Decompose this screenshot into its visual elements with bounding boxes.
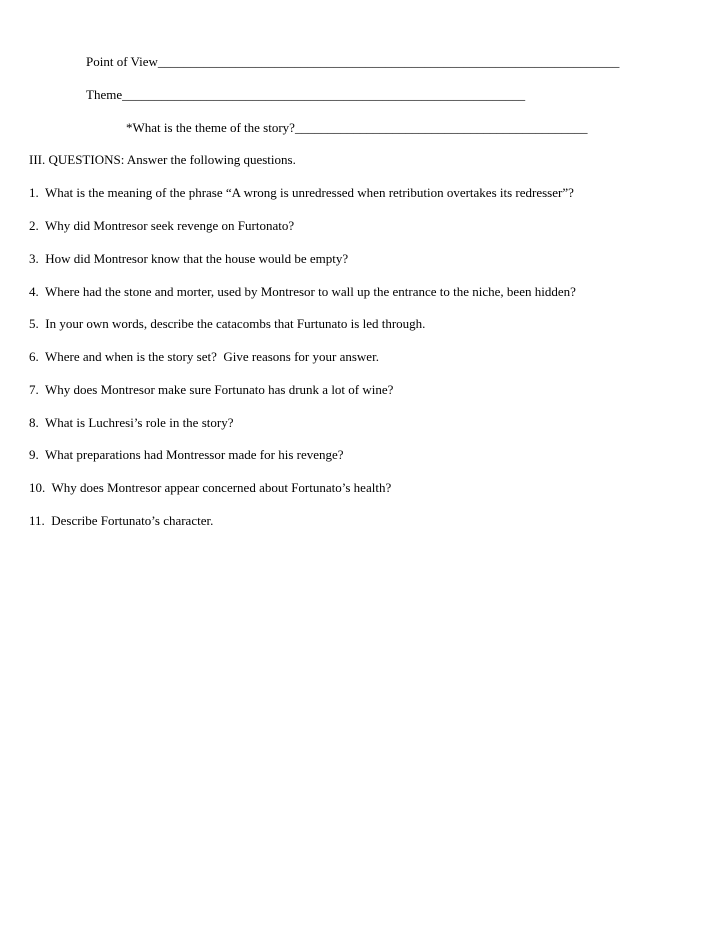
question-6: 6. Where and when is the story set? Give reasons for your answer.: [29, 349, 379, 364]
question-1: 1. What is the meaning of the phrase “A wrong is unredressed when retribution overtakes its redresser”?: [29, 185, 574, 200]
question-7: 7. Why does Montresor make sure Fortunato has drunk a lot of wine?: [29, 382, 394, 397]
question-4: 4. Where had the stone and morter, used by Montresor to wall up the entrance to the niche, been hidden?: [29, 284, 576, 299]
question-11: 11. Describe Fortunato’s character.: [29, 513, 214, 528]
question-3: 3. How did Montresor know that the house would be empty?: [29, 251, 349, 266]
question-9: 9. What preparations had Montressor made for his revenge?: [29, 447, 344, 462]
point-of-view-field: Point of View_______________________________________________________________________: [86, 54, 620, 69]
questions-section-heading: III. QUESTIONS: Answer the following questions.: [29, 152, 296, 167]
theme-question-field: *What is the theme of the story?_____________________________________________: [126, 120, 588, 135]
question-10: 10. Why does Montresor appear concerned about Fortunato’s health?: [29, 480, 392, 495]
question-2: 2. Why did Montresor seek revenge on Furtonato?: [29, 218, 295, 233]
question-5: 5. In your own words, describe the catacombs that Furtunato is led through.: [29, 316, 426, 331]
question-8: 8. What is Luchresi’s role in the story?: [29, 415, 234, 430]
theme-field: Theme______________________________________________________________: [86, 87, 526, 102]
